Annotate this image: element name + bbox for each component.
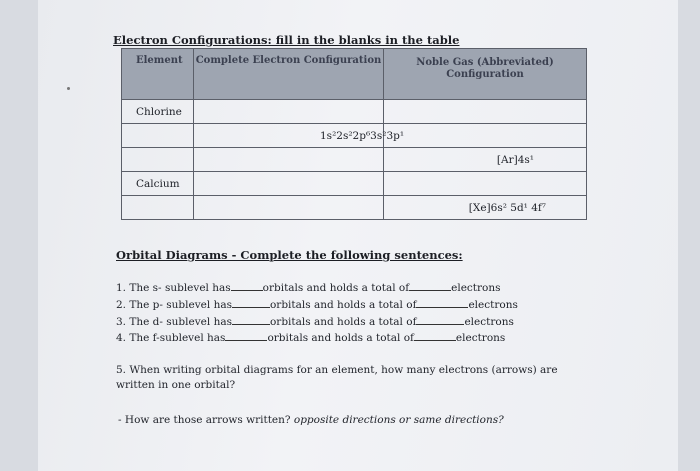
cell-complete-configuration[interactable]: 1s²2s²2p⁶3s²3p¹	[194, 124, 384, 148]
blank-electrons-field[interactable]	[416, 315, 464, 325]
table-row	[122, 100, 587, 124]
question-6	[118, 414, 504, 426]
table-header-row	[122, 49, 587, 100]
sentence-prefix: 3. The d- sublevel has	[116, 316, 232, 328]
sentence-suffix: electrons	[468, 299, 518, 311]
blank-orbitals-field[interactable]	[231, 281, 263, 291]
cell-complete-configuration[interactable]	[194, 100, 384, 124]
cell-element[interactable]: Calcium	[122, 172, 194, 196]
sentence-suffix: electrons	[455, 332, 506, 344]
blank-orbitals-field[interactable]	[232, 315, 270, 325]
blank-orbitals-field[interactable]	[225, 331, 267, 341]
table-row	[122, 196, 587, 220]
sentence-3	[116, 315, 514, 328]
table-row	[122, 124, 587, 148]
table-row	[122, 172, 587, 196]
header-noble-gas-configuration: Noble Gas (Abbreviated) Configuration	[384, 49, 587, 100]
sentence-prefix: 1. The s- sublevel has	[116, 282, 231, 294]
sentence-suffix: electrons	[451, 282, 501, 294]
sentence-mid: orbitals and holds a total of	[269, 316, 417, 328]
bullet-dash: -	[118, 414, 122, 426]
question-5: 5. When writing orbital diagrams for an element, how many electrons (arrows) are written in one orbital?	[116, 364, 558, 391]
header-element: Element	[122, 49, 194, 100]
sentence-4	[116, 331, 505, 344]
cell-complete-configuration[interactable]	[194, 196, 384, 220]
sentence-prefix: 4. The f-sublevel has	[116, 332, 226, 344]
blank-orbitals-field[interactable]	[232, 298, 270, 308]
section-title-orbital-diagrams: Orbital Diagrams - Complete the following sentences:	[116, 248, 463, 262]
section-title-electron-configurations: Electron Configurations: fill in the blanks in the table	[113, 33, 460, 47]
sentence-mid: orbitals and holds a total of	[262, 282, 410, 294]
cell-complete-configuration[interactable]	[194, 172, 384, 196]
cell-noble-gas-configuration[interactable]	[384, 124, 587, 148]
cell-noble-gas-configuration[interactable]	[384, 172, 587, 196]
blank-electrons-field[interactable]	[409, 281, 451, 291]
sentence-1	[116, 281, 501, 294]
cell-noble-gas-configuration[interactable]	[384, 100, 587, 124]
sentence-prefix: 2. The p- sublevel has	[116, 299, 232, 311]
cell-element[interactable]	[122, 124, 194, 148]
blank-electrons-field[interactable]	[414, 331, 456, 341]
cell-noble-gas-configuration[interactable]: [Xe]6s² 5d¹ 4f⁷	[384, 196, 587, 220]
configuration-table	[121, 48, 587, 220]
table-row	[122, 148, 587, 172]
stray-mark	[67, 87, 70, 90]
sentence-mid: orbitals and holds a total of	[269, 299, 417, 311]
header-complete-configuration: Complete Electron Configuration	[194, 49, 384, 100]
cell-element[interactable]: Chlorine	[122, 100, 194, 124]
blank-electrons-field[interactable]	[416, 298, 468, 308]
cell-element[interactable]	[122, 148, 194, 172]
question-6-options: opposite directions or same directions?	[293, 414, 504, 426]
cell-complete-configuration[interactable]	[194, 148, 384, 172]
sentence-suffix: electrons	[464, 316, 514, 328]
question-6-text: How are those arrows written?	[124, 414, 291, 426]
cell-element[interactable]	[122, 196, 194, 220]
sentence-mid: orbitals and holds a total of	[267, 332, 414, 344]
cell-noble-gas-configuration[interactable]: [Ar]4s¹	[384, 148, 587, 172]
sentence-2	[116, 298, 518, 311]
